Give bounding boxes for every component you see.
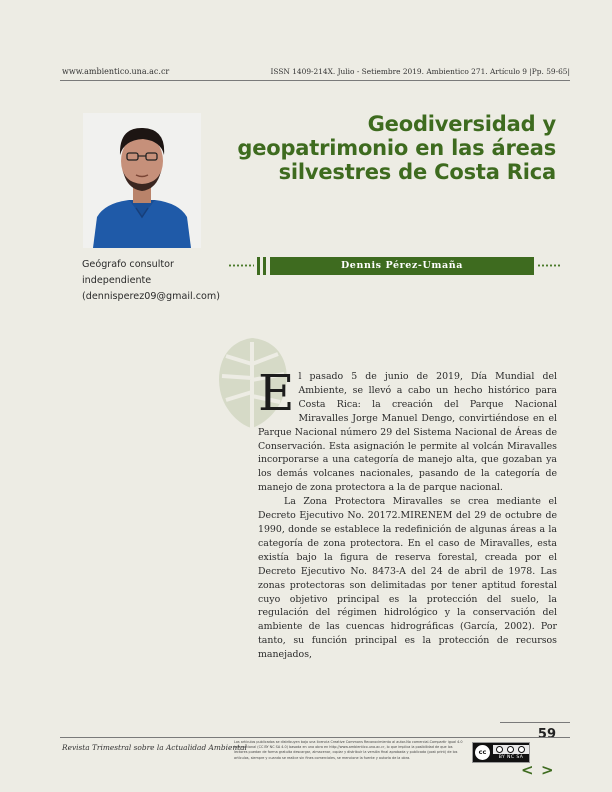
cc-license-label: BY NC SA xyxy=(498,755,524,760)
paragraph-2: La Zona Protectora Miravalles se crea mediante el Decreto Ejecutivo No. 20172.MIRENEM del 29 de octubre de 1990, donde se establece la redefinición de algunas áreas a la categoría de zona protectora. En el caso de Miravalles, esta existía bajo la figura de reserva forestal, creada por el Decreto Ejecutivo No. 8473-A del 24 de abril de 1978. Las zonas protectoras son delimitadas por tener aptitud forestal cuyo objetivo principal es la protección del suelo, la regulación del régimen hidrológico y la conservación del ambiente de las cuencas hidrográficas (García, 2002). Por tanto, su función principal es la protección de recursos manejados, xyxy=(258,496,557,661)
sa-icon xyxy=(518,746,525,753)
drop-cap: E xyxy=(258,364,295,422)
next-page-icon[interactable]: > xyxy=(541,761,554,779)
creative-commons-badge[interactable] xyxy=(472,742,530,763)
article-body xyxy=(258,364,557,662)
issue-citation: ISSN 1409-214X. Julio - Setiembre 2019. Ambientico 271. Artículo 9 |Pp. 59-65| xyxy=(270,67,570,76)
article-title: Geodiversidad y geopatrimonio en las áreas silvestres de Costa Rica xyxy=(237,112,556,184)
author-banner xyxy=(228,257,560,275)
author-photo xyxy=(83,113,201,248)
by-icon xyxy=(496,746,503,753)
cc-icon: cc xyxy=(475,745,490,760)
author-name: Dennis Pérez-Umaña xyxy=(270,257,534,275)
paragraph-1 xyxy=(258,364,557,495)
footer-divider xyxy=(60,737,570,738)
license-notice: Los artículos publicados se distribuyen bajo una licencia Creative Commons Reconocimiento al autor-No comercial-Compartir igual 4.0 Internacional (CC BY NC SA 4.0) basada en una obra en http://www.ambientico.una.ac.cr, lo que implica la posibilidad de que los lectores puedan de forma gratuita descargar, almacenar, copiar y distribuir la versión final aprobada y publicada (post print) de los artículos, siempre y cuando se realice sin fines comerciales, se mencione la fuente y autoría de la obra. xyxy=(234,740,463,760)
page-navigation xyxy=(521,761,561,779)
journal-tagline: Revista Trimestral sobre la Actualidad Ambiental xyxy=(62,743,247,752)
author-affiliation: Geógrafo consultor independiente (dennisperez09@gmail.com) xyxy=(82,259,220,302)
paragraph-1-text: l pasado 5 de junio de 2019, Día Mundial del Ambiente, se llevó a cabo un hecho histórico para Costa Rica: la creación del Parque Nacional Miravalles Jorge Manuel Dengo, convirtiéndose en el Parque Nacional número 29 del Sistema Nacional de Áreas de Conservación. Esta asignación le permite al volcán Miravalles incorporarse a una categoría de manejo alta, que gozaban ya los demás volcanes nacionales, pasando de la categoría de manejo de zona protectora a la de parque nacional. xyxy=(258,371,557,494)
dotted-ornament-left xyxy=(228,264,254,267)
dotted-ornament-right xyxy=(537,264,561,267)
nc-icon xyxy=(507,746,514,753)
header-divider xyxy=(60,80,570,81)
previous-page-icon[interactable]: < xyxy=(521,761,534,779)
page-number-divider xyxy=(500,722,570,723)
license-icons xyxy=(493,745,529,754)
page-number: 59 xyxy=(537,727,556,742)
double-bar-ornament xyxy=(257,257,267,275)
journal-website[interactable]: www.ambientico.una.ac.cr xyxy=(62,67,170,76)
